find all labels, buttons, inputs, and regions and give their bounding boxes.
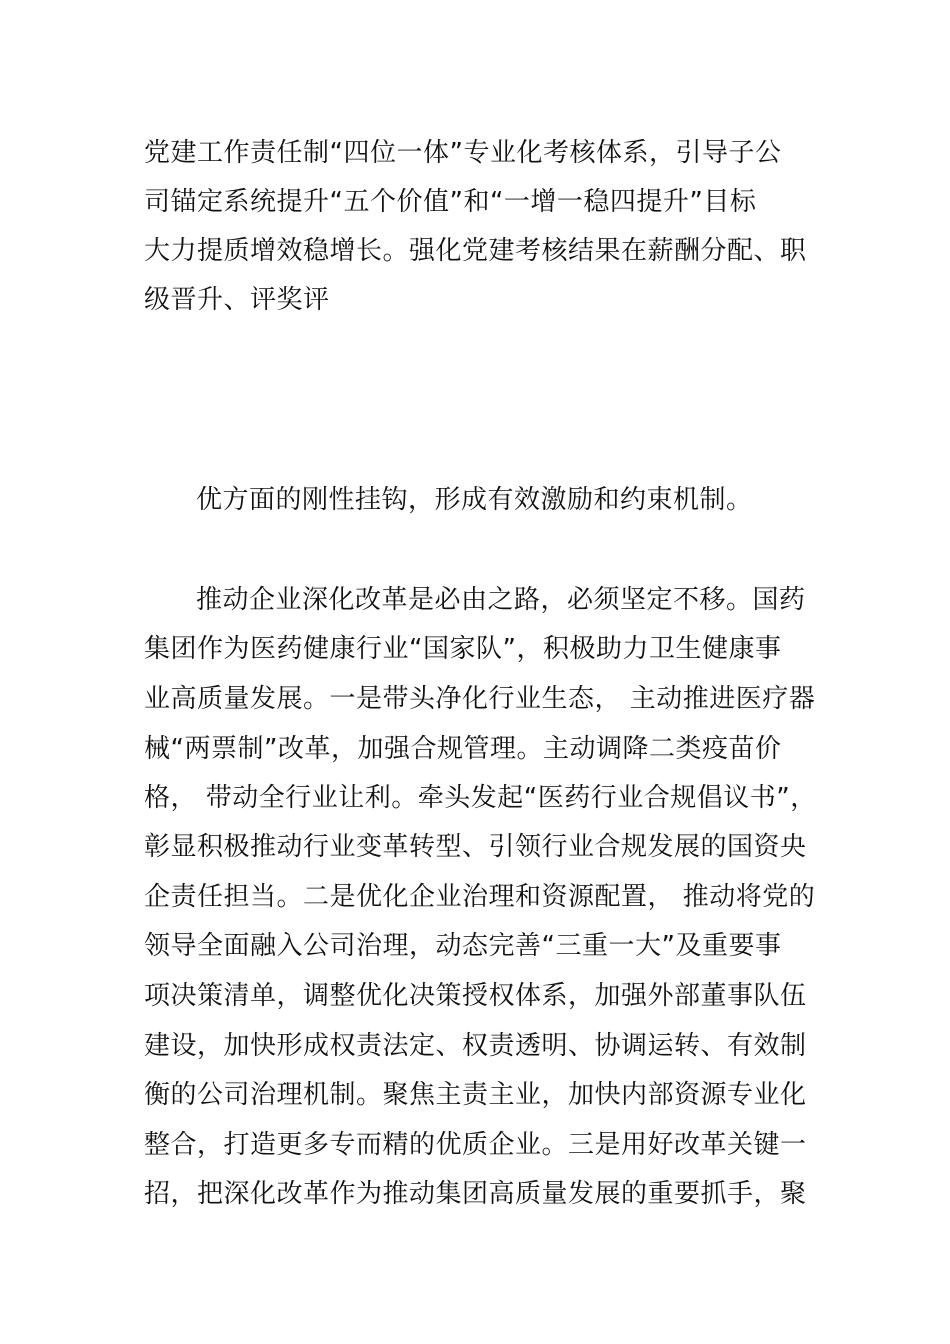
text-line: 衡的公司治理机制。聚焦主责主业，加快内部资源专业化: [144, 1080, 807, 1110]
text-line: 级晋升、评奖评: [144, 285, 330, 315]
text-line: 整合，打造更多专而精的优质企业。三是用好改革关键一: [144, 1130, 807, 1160]
text-line: 司锚定系统提升“五个价值”和“一增一稳四提升”目标: [144, 187, 757, 217]
text-line: 项决策清单，调整优化决策授权体系，加强外部董事队伍: [144, 981, 807, 1011]
text-line: 企责任担当。二是优化企业治理和资源配置， 推动将党的: [144, 882, 816, 912]
paragraph-first-line: 推动企业深化改革是必由之路，必须坚定不移。国药: [196, 585, 806, 615]
text-line: 格， 带动全行业让利。牵头发起“医药行业合规倡议书”，: [144, 783, 817, 813]
text-line: 优方面的刚性挂钩，形成有效激励和约束机制。: [196, 485, 753, 515]
text-line: 械“两票制”改革，加强合规管理。主动调降二类疫苗价: [144, 734, 782, 764]
text-line: 招，把深化改革作为推动集团高质量发展的重要抓手，聚: [144, 1179, 807, 1209]
text-line: 彰显积极推动行业变革转型、引领行业合规发展的国资央: [144, 832, 807, 862]
text-line: 集团作为医药健康行业“国家队”，积极助力卫生健康事: [144, 634, 782, 664]
text-line: 党建工作责任制“四位一体”专业化考核体系，引导子公: [144, 138, 782, 168]
text-line: 领导全面融入公司治理，动态完善“三重一大”及重要事: [144, 931, 782, 961]
text-line: 大力提质增效稳增长。强化党建考核结果在薪酬分配、职: [144, 236, 807, 266]
text-line: 业高质量发展。一是带头净化行业生态， 主动推进医疗器: [144, 684, 816, 714]
text-line: 建设，加快形成权责法定、权责透明、协调运转、有效制: [144, 1031, 807, 1061]
